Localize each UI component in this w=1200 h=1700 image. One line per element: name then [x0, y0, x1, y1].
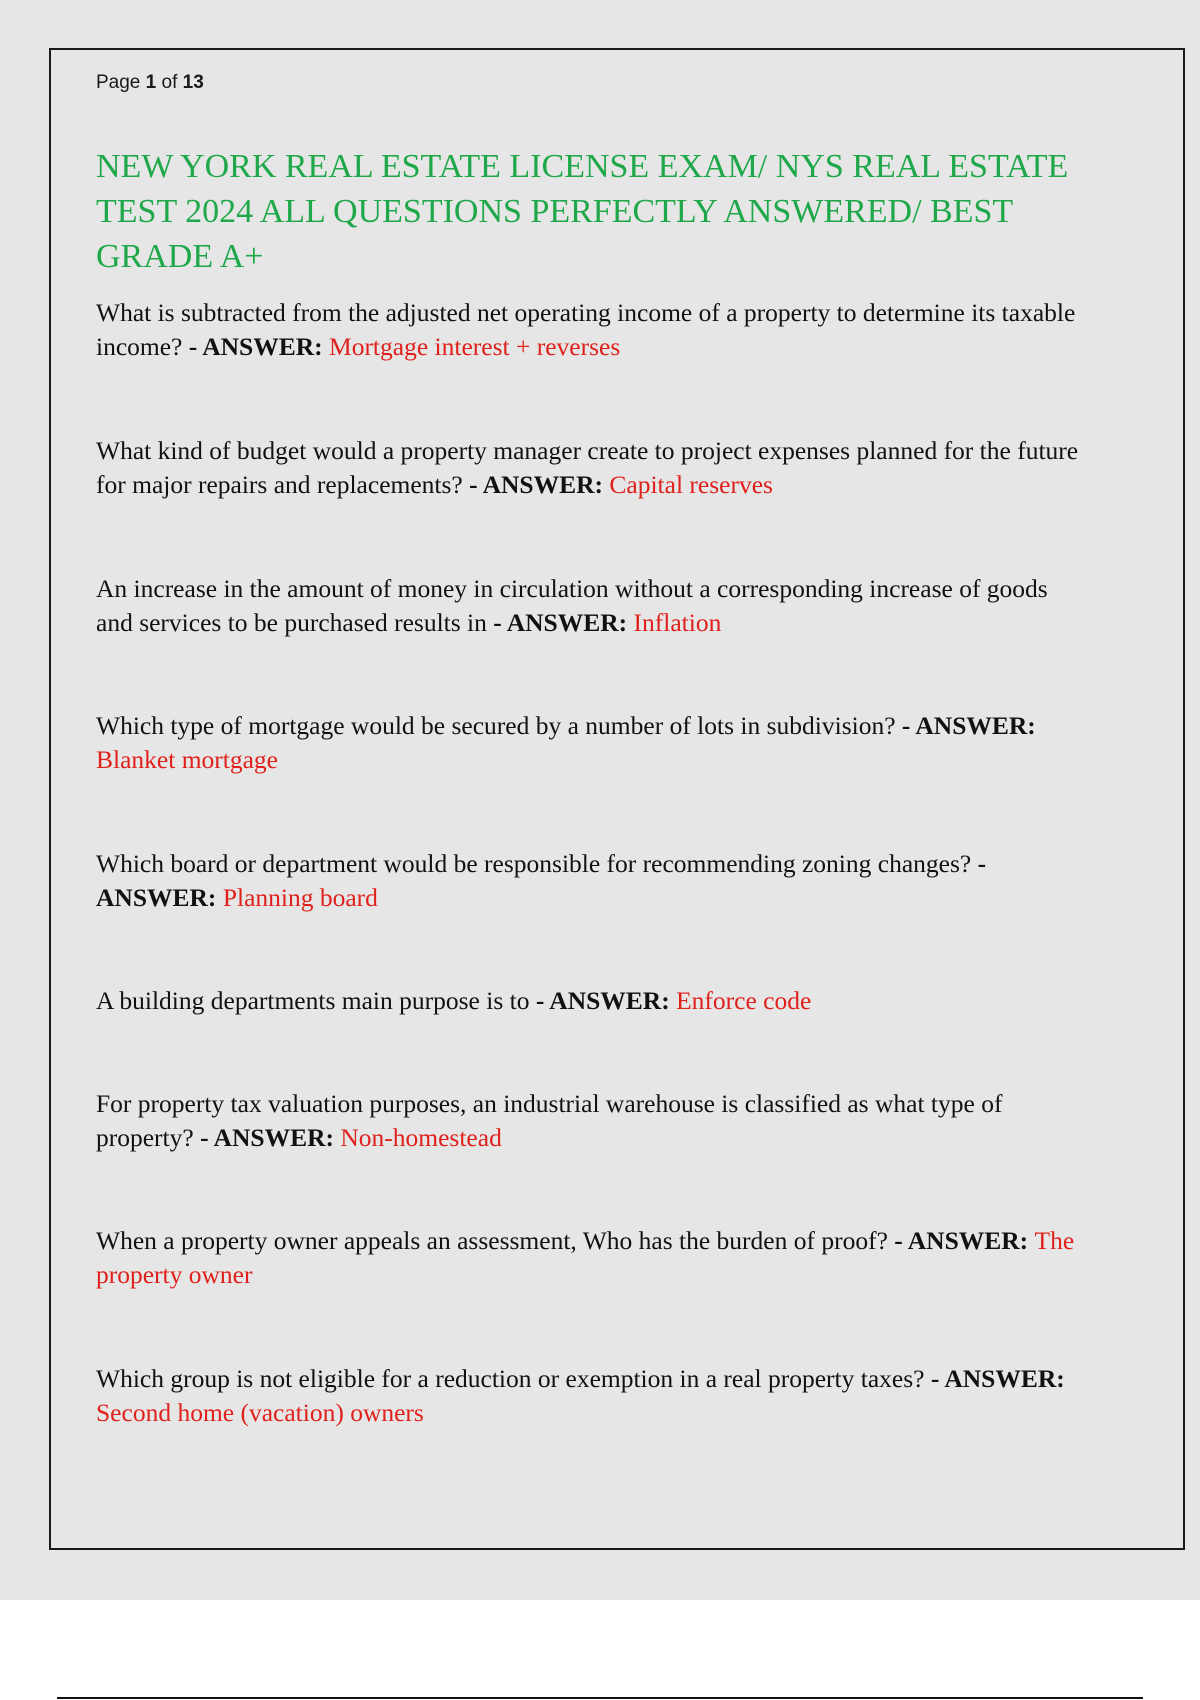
qa-answer: Mortgage interest + reverses: [329, 332, 621, 361]
qa-item: [96, 847, 1086, 915]
page-number: [96, 72, 204, 94]
qa-question: When a property owner appeals an assessment, Who has the burden of proof?: [96, 1226, 888, 1255]
page-divider: [57, 1697, 1143, 1699]
qa-item: [96, 572, 1086, 640]
qa-answer: Inflation: [633, 608, 722, 637]
qa-item: [96, 1087, 1086, 1155]
answer-label: - ANSWER:: [895, 711, 1036, 740]
qa-item: [96, 709, 1086, 777]
qa-answer: Capital reserves: [609, 470, 773, 499]
answer-label: - ANSWER:: [96, 849, 987, 912]
qa-answer: Planning board: [222, 883, 378, 912]
qa-question: What kind of budget would a property manager create to project expenses planned for the future for major repairs and replacements?: [96, 436, 1079, 499]
answer-label: - ANSWER:: [887, 1226, 1035, 1255]
qa-answer: Non-homestead: [340, 1123, 502, 1152]
answer-label: - ANSWER:: [193, 1123, 341, 1152]
qa-answer: Second home (vacation) owners: [96, 1398, 424, 1427]
qa-question: For property tax valuation purposes, an industrial warehouse is classified as what type of property?: [96, 1089, 1003, 1152]
page-number-of: of: [156, 72, 183, 93]
answer-label: - ANSWER:: [486, 608, 634, 637]
qa-item: [96, 984, 1086, 1018]
answer-label: - ANSWER:: [462, 470, 610, 499]
page-number-current: 1: [145, 72, 157, 93]
qa-question: Which type of mortgage would be secured by a number of lots in subdivision?: [96, 711, 896, 740]
qa-question: Which board or department would be responsible for recommending zoning changes?: [96, 849, 972, 878]
qa-question: Which group is not eligible for a reduction or exemption in a real property taxes?: [96, 1364, 925, 1393]
qa-question: An increase in the amount of money in circulation without a corresponding increase of goods and services to be purchased results in: [96, 574, 1048, 637]
qa-answer: Enforce code: [676, 986, 812, 1015]
qa-item: [96, 1224, 1086, 1292]
qa-answer: The property owner: [96, 1226, 1075, 1289]
page-number-prefix: Page: [96, 72, 146, 93]
qa-question: What is subtracted from the adjusted net operating income of a property to determine its taxable income?: [96, 298, 1076, 361]
page-number-total: 13: [182, 72, 204, 93]
answer-label: - ANSWER:: [924, 1364, 1065, 1393]
document-title: NEW YORK REAL ESTATE LICENSE EXAM/ NYS REAL ESTATE TEST 2024 ALL QUESTIONS PERFECTLY ANSWERED/ BEST GRADE A+: [96, 148, 1069, 275]
answer-label: - ANSWER:: [529, 986, 677, 1015]
answer-label: - ANSWER:: [182, 332, 330, 361]
qa-answer: Blanket mortgage: [96, 745, 278, 774]
qa-item: [96, 434, 1086, 502]
qa-item: [96, 1362, 1086, 1430]
qa-item: [96, 296, 1086, 364]
qa-question: A building departments main purpose is to: [96, 986, 530, 1015]
